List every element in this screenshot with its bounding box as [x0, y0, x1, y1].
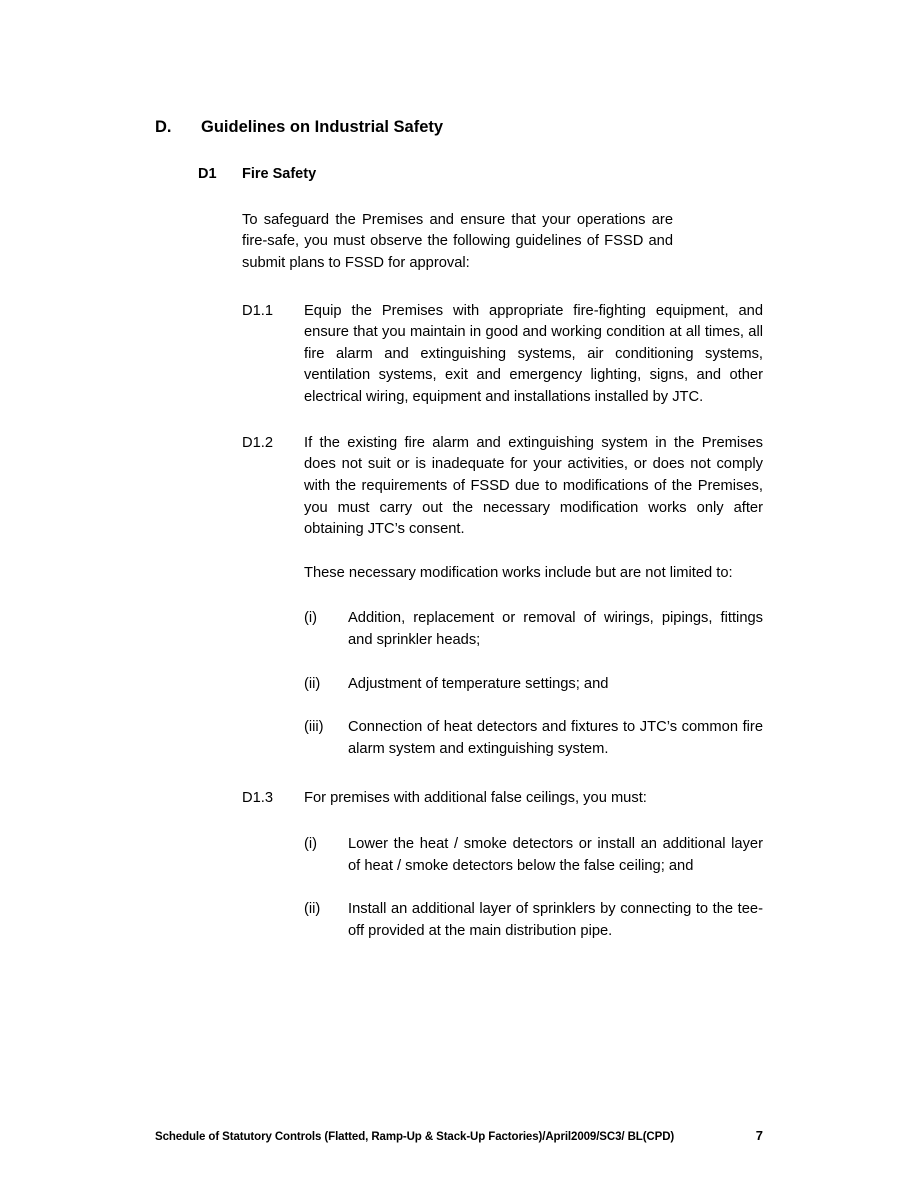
section-number: D. — [155, 118, 172, 136]
list-item — [155, 608, 763, 651]
list-item — [155, 717, 763, 760]
intro-paragraph: To safeguard the Premises and ensure that your operations are fire-safe, you must observe the following guidelines of FSSD and submit plans to FSSD for approval: — [242, 211, 673, 272]
list-item-marker: (ii) — [304, 901, 321, 918]
page-number: 7 — [755, 1128, 763, 1143]
list-item-marker: (iii) — [304, 719, 324, 736]
list-item-marker: (i) — [304, 835, 318, 852]
clause-body — [304, 788, 763, 810]
subsection-number: D1 — [198, 165, 217, 182]
subsection-title: Fire Safety — [242, 165, 317, 182]
clause-number: D1.1 — [242, 302, 274, 319]
subsection-heading — [155, 166, 763, 182]
list-item — [155, 834, 763, 877]
list-item-text: Addition, replacement or removal of wirings, pipings, fittings and sprinkler heads; — [348, 610, 763, 648]
page-content — [155, 118, 763, 964]
roman-list-d1-3 — [155, 834, 763, 942]
footer-document-reference: Schedule of Statutory Controls (Flatted, Ramp-Up & Stack-Up Factories)/April2009/SC3/ BL(CPD) — [155, 1131, 675, 1143]
list-item — [155, 899, 763, 942]
section-heading — [155, 118, 763, 138]
list-item-text: Install an additional layer of sprinklers by connecting to the tee-off provided at the main distribution pipe. — [348, 901, 763, 939]
clause-number: D1.3 — [242, 790, 274, 807]
clause-body — [304, 301, 763, 409]
clause-paragraph: Equip the Premises with appropriate fire-fighting equipment, and ensure that you maintain in good and working condition at all times, all fire alarm and extinguishing systems, air conditioning systems, ventilation systems, exit and emergency lighting, signs, and other electrical wiring, equipment and installations installed by JTC. — [304, 302, 763, 406]
clause-d1-2 — [155, 433, 763, 585]
list-item-text: Adjustment of temperature settings; and — [348, 675, 609, 692]
list-item-marker: (ii) — [304, 675, 321, 692]
roman-list-d1-2 — [155, 608, 763, 760]
list-item-marker: (i) — [304, 610, 318, 627]
clause-number: D1.2 — [242, 434, 274, 451]
list-item-text: Connection of heat detectors and fixtures to JTC’s common fire alarm system and extinguishing system. — [348, 719, 763, 757]
clause-paragraph: If the existing fire alarm and extinguishing system in the Premises does not suit or is inadequate for your activities, or does not comply with the requirements of FSSD due to modifications of the Premises, you must carry out the necessary modification works only after obtaining JTC’s consent. — [304, 434, 763, 538]
clause-paragraph: These necessary modification works include but are not limited to: — [304, 564, 733, 581]
clause-paragraph: For premises with additional false ceilings, you must: — [304, 790, 647, 807]
clause-d1-3 — [155, 788, 763, 810]
clause-body — [304, 433, 763, 585]
page-footer — [155, 1128, 763, 1143]
section-title: Guidelines on Industrial Safety — [201, 118, 444, 136]
clause-d1-1 — [155, 301, 763, 409]
list-item — [155, 674, 763, 696]
list-item-text: Lower the heat / smoke detectors or install an additional layer of heat / smoke detectors below the false ceiling; and — [348, 835, 763, 874]
